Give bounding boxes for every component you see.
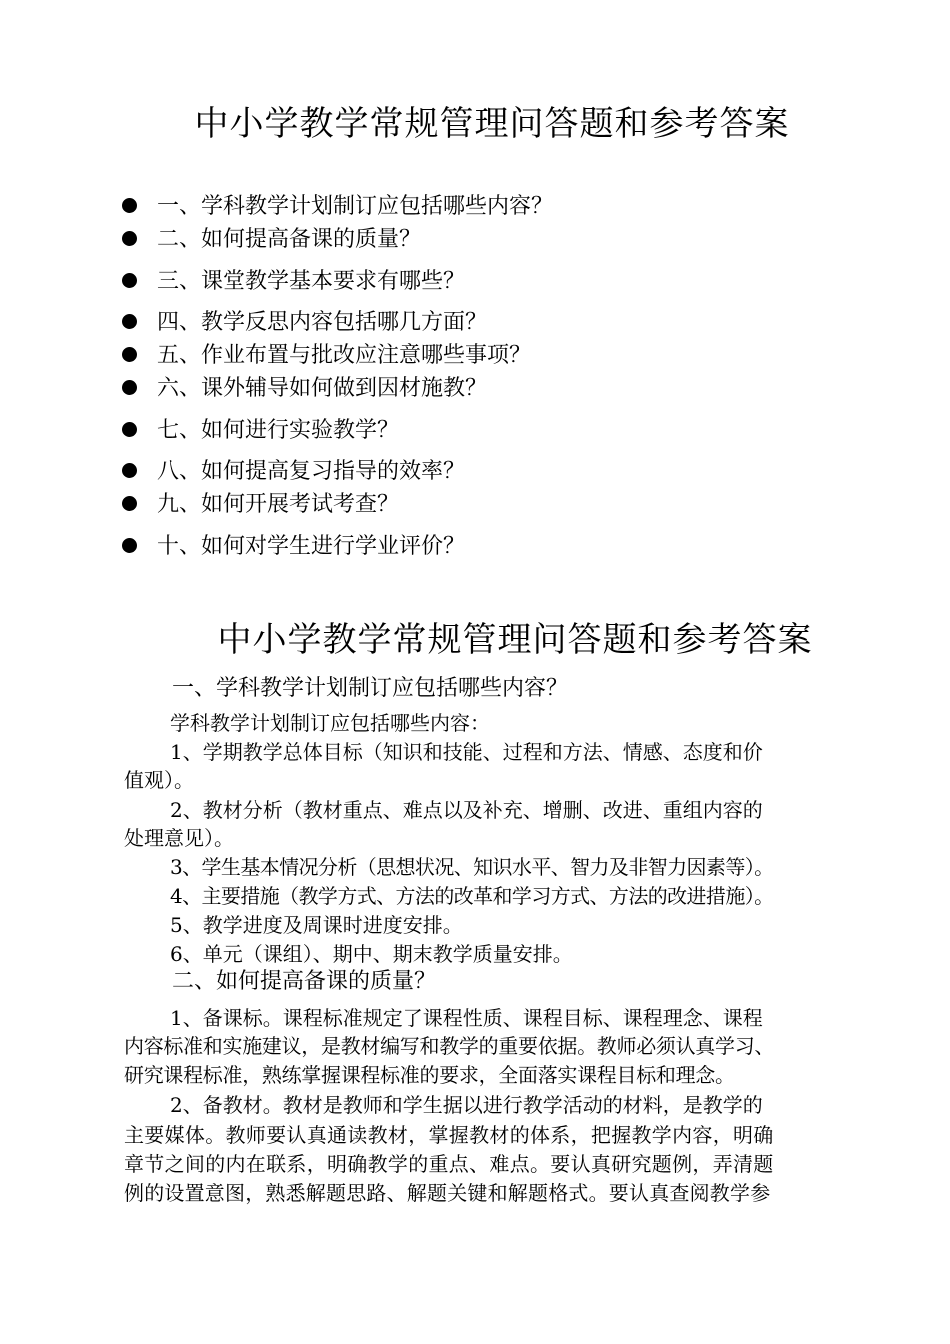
paragraph-line: 4、主要措施（教学方式、方法的改革和学习方式、方法的改进措施）。	[170, 884, 774, 908]
paragraph-line: 主要媒体。教师要认真通读教材，掌握教材的体系，把握教学内容，明确	[124, 1123, 774, 1147]
paragraph-line: 2、教材分析（教材重点、难点以及补充、增删、改进、重组内容的	[170, 798, 763, 822]
toc-item-label: 三、课堂教学基本要求有哪些？	[157, 269, 466, 294]
toc-item	[122, 192, 553, 222]
bullet-icon	[122, 538, 137, 553]
toc-item-label: 六、课外辅导如何做到因材施教？	[157, 376, 488, 401]
toc-item-label: 八、如何提高复习指导的效率？	[157, 459, 466, 484]
paragraph-line: 章节之间的内在联系，明确教学的重点、难点。要认真研究题例，弄清题	[124, 1152, 774, 1176]
paragraph-line: 1、备课标。课程标准规定了课程性质、课程目标、课程理念、课程	[170, 1006, 763, 1030]
bullet-icon	[122, 463, 137, 478]
toc-item	[122, 341, 531, 371]
toc-item-label: 九、如何开展考试考查？	[157, 492, 400, 517]
body-title: 中小学教学常规管理问答题和参考答案	[217, 620, 813, 660]
bullet-icon	[122, 273, 137, 288]
toc-item-label: 四、教学反思内容包括哪几方面？	[157, 310, 488, 335]
paragraph-line: 研究课程标准，熟练掌握课程标准的要求，全面落实课程目标和理念。	[124, 1063, 735, 1087]
paragraph-line: 内容标准和实施建议，是教材编写和教学的重要依据。教师必须认真学习、	[124, 1034, 775, 1058]
bullet-icon	[122, 496, 137, 511]
bullet-icon	[122, 422, 137, 437]
bullet-icon	[122, 347, 137, 362]
toc-item	[122, 308, 487, 338]
paragraph-line: 值观）。	[124, 768, 194, 792]
bullet-icon	[122, 380, 137, 395]
paragraph-line: 1、学期教学总体目标（知识和技能、过程和方法、情感、态度和价	[170, 740, 763, 764]
bullet-icon	[122, 231, 137, 246]
paragraph-line: 6、单元（课组）、期中、期末教学质量安排。	[170, 942, 573, 966]
toc-item	[122, 457, 465, 487]
section-heading: 二、如何提高备课的质量？	[172, 969, 437, 994]
section-heading: 一、学科教学计划制订应包括哪些内容？	[172, 676, 569, 701]
paragraph-line: 3、学生基本情况分析（思想状况、知识水平、智力及非智力因素等）。	[170, 855, 774, 879]
toc-item	[122, 532, 465, 562]
toc-item-label: 十、如何对学生进行学业评价？	[157, 534, 466, 559]
paragraph-line: 学科教学计划制订应包括哪些内容：	[170, 711, 490, 735]
toc-item	[122, 267, 465, 297]
toc-item-label: 五、作业布置与批改应注意哪些事项？	[157, 343, 532, 368]
paragraph-line: 例的设置意图，熟悉解题思路、解题关键和解题格式。要认真查阅教学参	[124, 1181, 771, 1205]
toc-item-label: 七、如何进行实验教学？	[157, 418, 400, 443]
paragraph-line: 处理意见）。	[124, 826, 234, 850]
document-title: 中小学教学常规管理问答题和参考答案	[194, 104, 790, 144]
paragraph-line: 2、备教材。教材是教师和学生据以进行教学活动的材料，是教学的	[170, 1093, 763, 1117]
toc-item	[122, 374, 487, 404]
toc-item	[122, 490, 399, 520]
paragraph-line: 5、教学进度及周课时进度安排。	[170, 913, 463, 937]
toc-item-label: 二、如何提高备课的质量？	[157, 227, 422, 252]
toc-item	[122, 225, 421, 255]
bullet-icon	[122, 314, 137, 329]
toc-item	[122, 416, 399, 446]
bullet-icon	[122, 198, 137, 213]
toc-item-label: 一、学科教学计划制订应包括哪些内容？	[157, 194, 554, 219]
